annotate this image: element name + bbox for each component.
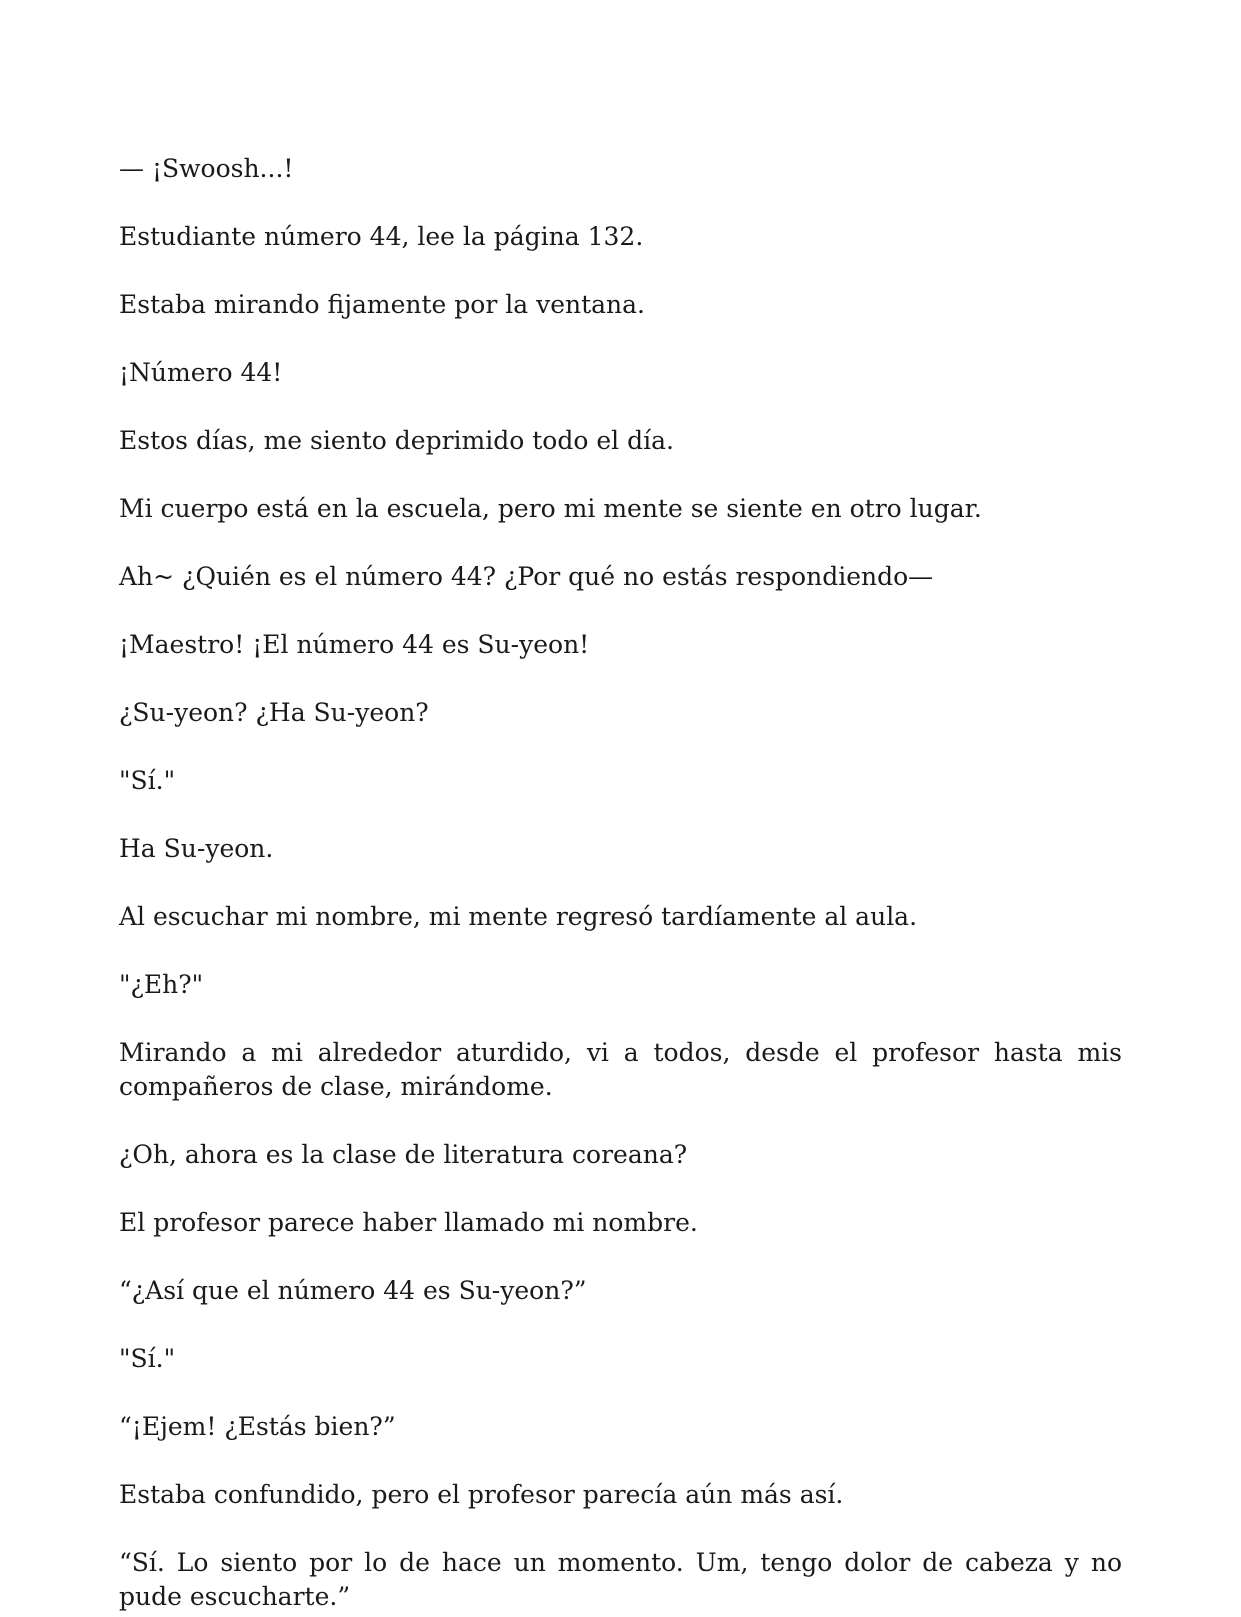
paragraph: Estaba confundido, pero el profesor parecía aún más así. xyxy=(119,1480,844,1509)
paragraph: "Sí." xyxy=(119,1344,176,1373)
paragraph: ¡Maestro! ¡El número 44 es Su-yeon! xyxy=(119,630,590,659)
paragraph: “Sí. Lo siento por lo de hace un momento. Um, tengo dolor de cabeza y no pude escucharte.” xyxy=(119,1548,1130,1611)
body-text xyxy=(119,152,1130,1617)
paragraph: "Sí." xyxy=(119,766,176,795)
paragraph: Ha Su-yeon. xyxy=(119,834,274,863)
paragraph: Estaba mirando fijamente por la ventana. xyxy=(119,290,645,319)
paragraph: Al escuchar mi nombre, mi mente regresó tardíamente al aula. xyxy=(119,902,918,931)
paragraph: Mirando a mi alrededor aturdido, vi a todos, desde el profesor hasta mis compañeros de clase, mirándome. xyxy=(119,1038,1130,1101)
paragraph: Ah~ ¿Quién es el número 44? ¿Por qué no estás respondiendo— xyxy=(119,562,934,591)
paragraph: Mi cuerpo está en la escuela, pero mi mente se siente en otro lugar. xyxy=(119,494,982,523)
paragraph: ¿Oh, ahora es la clase de literatura coreana? xyxy=(119,1140,688,1169)
paragraph: — ¡Swoosh...! xyxy=(119,154,294,183)
paragraph: "¿Eh?" xyxy=(119,970,204,999)
paragraph: Estudiante número 44, lee la página 132. xyxy=(119,222,644,251)
paragraph: “¿Así que el número 44 es Su-yeon?” xyxy=(119,1276,587,1305)
paragraph: ¿Su-yeon? ¿Ha Su-yeon? xyxy=(119,698,429,727)
paragraph: El profesor parece haber llamado mi nombre. xyxy=(119,1208,698,1237)
paragraph: Estos días, me siento deprimido todo el día. xyxy=(119,426,674,455)
paragraph: ¡Número 44! xyxy=(119,358,283,387)
paragraph: “¡Ejem! ¿Estás bien?” xyxy=(119,1412,396,1441)
